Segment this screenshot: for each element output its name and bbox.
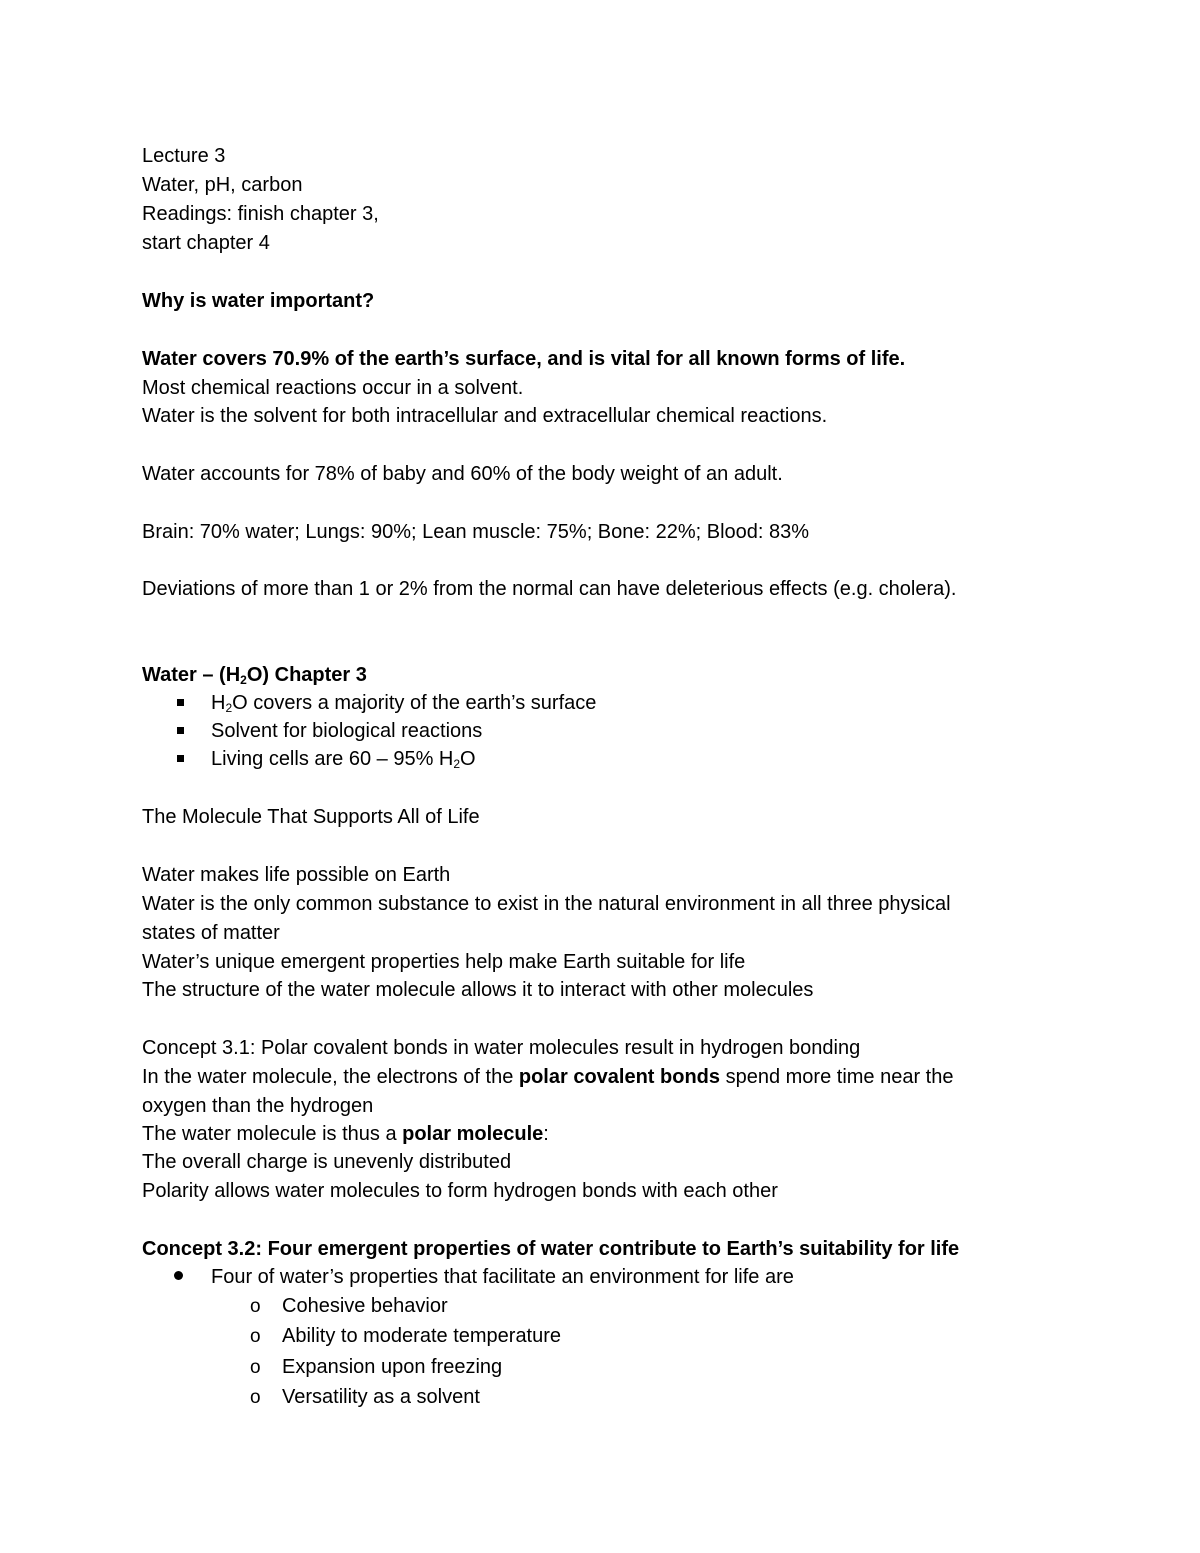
property-item: Ability to moderate temperature xyxy=(282,1325,562,1347)
molecule-title: The Molecule That Supports All of Life xyxy=(142,806,480,828)
circle-bullet: o xyxy=(250,1387,261,1408)
concept-3-1-line-2: oxygen than the hydrogen xyxy=(142,1095,374,1117)
readings-line-1: Readings: finish chapter 3, xyxy=(142,203,379,225)
property-item: Cohesive behavior xyxy=(282,1295,448,1317)
circle-bullet: o xyxy=(250,1326,261,1347)
water-section-heading: Water – $(H_2O)$ Chapter 3 xyxy=(142,664,367,687)
molecule-line-2b: states of matter xyxy=(142,922,280,944)
circle-bullet: o xyxy=(250,1296,261,1317)
square-bullet xyxy=(177,727,184,734)
square-bullet xyxy=(177,699,184,706)
concept-3-2-bullet: Four of water’s properties that facilitate an environment for life are xyxy=(211,1266,794,1288)
molecule-line-1: Water makes life possible on Earth xyxy=(142,864,451,886)
concept-3-1-title: Concept 3.1: Polar covalent bonds in water molecules result in hydrogen bonding xyxy=(142,1037,861,1059)
water-covers-statement: Water covers 70.9% of the earth’s surface, and is vital for all known forms of life. xyxy=(142,348,906,370)
concept-3-1-line-4: The overall charge is unevenly distributed xyxy=(142,1151,512,1173)
concept-3-1-line-5: Polarity allows water molecules to form hydrogen bonds with each other xyxy=(142,1180,778,1202)
square-bullet xyxy=(177,755,184,762)
water-bullet-2: Solvent for biological reactions xyxy=(211,720,483,742)
lecture-number: Lecture 3 xyxy=(142,145,226,167)
water-bullet-3: Living cells are 60 – 95% $H_2O$ xyxy=(211,748,476,771)
why-water-heading: Why is water important? xyxy=(142,290,375,312)
organ-percentages-line: Brain: 70% water; Lungs: 90%; Lean muscle: 75%; Bone: 22%; Blood: 83% xyxy=(142,521,810,543)
lecture-topics: Water, pH, carbon xyxy=(142,174,303,196)
concept-3-2-title: Concept 3.2: Four emergent properties of water contribute to Earth’s suitability for life xyxy=(142,1238,960,1260)
chemical-reactions-line: Most chemical reactions occur in a solvent. xyxy=(142,377,524,399)
molecule-line-3: Water’s unique emergent properties help make Earth suitable for life xyxy=(142,951,746,973)
molecule-line-2a: Water is the only common substance to exist in the natural environment in all three physical xyxy=(142,893,951,915)
property-item: Expansion upon freezing xyxy=(282,1356,503,1378)
water-bullet-1: $H_2O$ covers a majority of the earth’s surface xyxy=(211,692,597,715)
concept-3-1-line-1: In the water molecule, the electrons of the polar covalent bonds spend more time near the xyxy=(142,1066,954,1088)
molecule-line-4: The structure of the water molecule allows it to interact with other molecules xyxy=(142,979,814,1001)
readings-line-2: start chapter 4 xyxy=(142,232,270,254)
deviations-line: Deviations of more than 1 or 2% from the normal can have deleterious effects (e.g. cholera). xyxy=(142,578,957,600)
solvent-line: Water is the solvent for both intracellular and extracellular chemical reactions. xyxy=(142,405,828,427)
circle-bullet: o xyxy=(250,1357,261,1378)
property-item: Versatility as a solvent xyxy=(282,1386,480,1408)
round-bullet xyxy=(174,1271,183,1280)
body-weight-line: Water accounts for 78% of baby and 60% of the body weight of an adult. xyxy=(142,463,783,485)
concept-3-1-line-3: The water molecule is thus a polar molecule: xyxy=(142,1123,549,1145)
